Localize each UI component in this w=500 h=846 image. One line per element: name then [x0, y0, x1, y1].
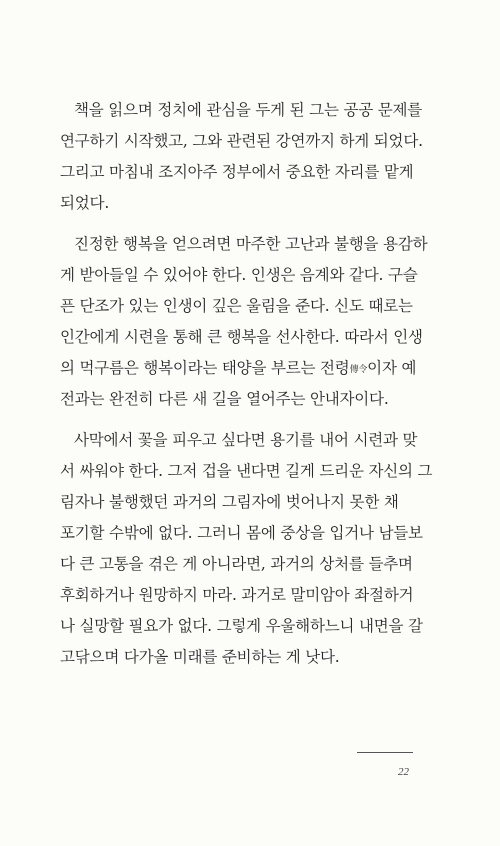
text-line: 게 받아들일 수 있어야 한다. 인생은 음계와 같다. 구슬: [60, 266, 418, 284]
text-line: 진정한 행복을 얻으려면 마주한 고난과 불행을 용감하: [74, 235, 428, 253]
text-line: 책을 읽으며 정치에 관심을 두게 된 그는 공공 문제를: [74, 101, 423, 119]
text-line: 포기할 수밖에 없다. 그러니 몸에 중상을 입거나 남들보: [60, 524, 423, 542]
paragraph-3: [60, 425, 433, 673]
text-line: 그리고 마침내 조지아주 정부에서 중요한 자리를 맡게: [60, 163, 414, 181]
text-line: 다 큰 고통을 겪은 게 아니라면, 과거의 상처를 들추며: [60, 555, 413, 573]
text-line: 고닦으며 다가올 미래를 준비하는 게 낫다.: [60, 648, 340, 666]
body-text: [60, 95, 433, 673]
text-line: 나 실망할 필요가 없다. 그렇게 우울해하느니 내면을 갈: [60, 617, 423, 635]
text-line: 전과는 완전히 다른 새 길을 열어주는 안내자이다.: [60, 390, 389, 408]
text-line-tail: 이자 예: [367, 359, 417, 377]
text-line: 픈 단조가 있는 인생이 깊은 울림을 준다. 신도 때로는: [60, 297, 413, 315]
hanja-annotation: 傳令: [349, 365, 368, 375]
page-number: 22: [398, 766, 409, 778]
paragraph-gap: [60, 415, 420, 425]
text-line: 되었다.: [60, 194, 110, 212]
paragraph-1: [60, 95, 423, 219]
text-line: 림자나 불행했던 과거의 그림자에 벗어나지 못한 채: [60, 493, 399, 511]
text-line-head: 의 먹구름은 행복이라는 태양을 부르는 전령: [60, 359, 350, 377]
text-line: 연구하기 시작했고, 그와 관련된 강연까지 하게 되었다.: [60, 132, 423, 150]
footer-divider: [357, 752, 413, 753]
text-line: 인간에게 시련을 통해 큰 행복을 선사한다. 따라서 인생: [60, 328, 423, 346]
text-line: 서 싸워야 한다. 그저 겁을 낸다면 길게 드리운 자신의 그: [60, 462, 433, 480]
paragraph-2: [60, 229, 428, 415]
paragraph-gap: [60, 219, 420, 229]
text-line: 후회하거나 원망하지 마라. 과거로 말미암아 좌절하거: [60, 586, 414, 604]
text-line: [60, 353, 420, 384]
text-line: 사막에서 꽃을 피우고 싶다면 용기를 내어 시련과 맞: [74, 431, 418, 449]
